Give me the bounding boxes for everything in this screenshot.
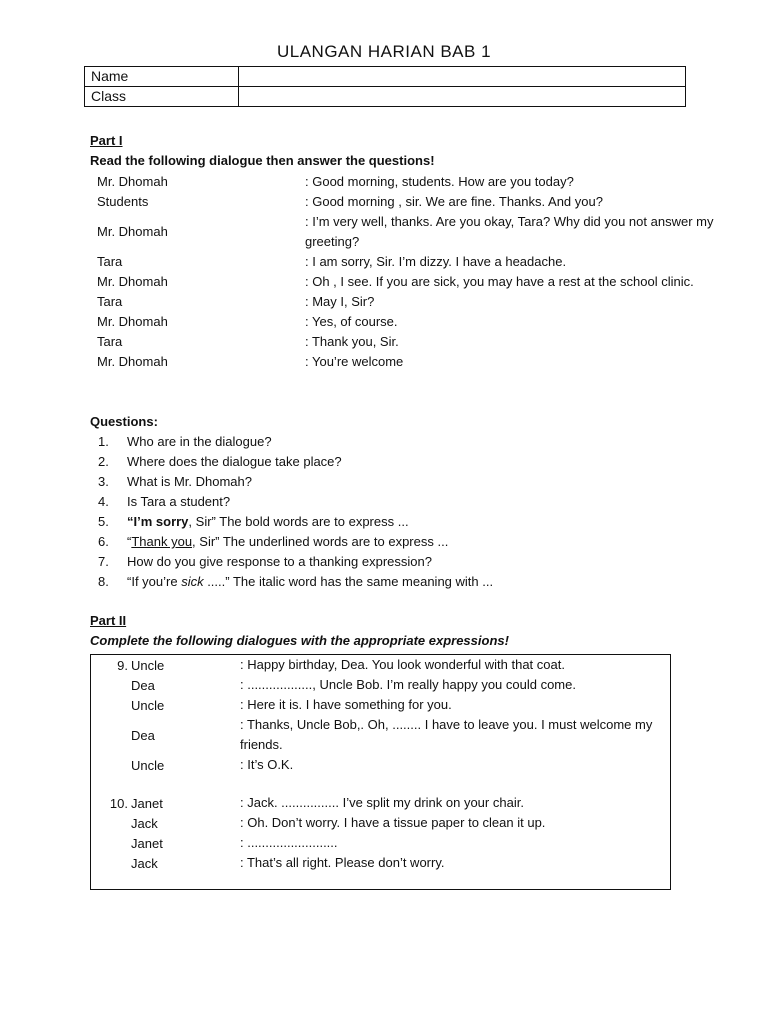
question-text xyxy=(127,512,698,532)
dialogue-row xyxy=(91,833,670,853)
question-number: 7. xyxy=(98,554,109,569)
question-number: 8. xyxy=(98,574,109,589)
dialogue-line: : Jack. ................ I’ve split my drink on your chair. xyxy=(240,795,524,810)
speaker: Mr. Dhomah xyxy=(97,354,168,369)
speaker: Tara xyxy=(97,294,123,309)
name-field[interactable] xyxy=(239,67,686,87)
questions-list xyxy=(98,432,698,592)
question-text-rest: , Sir” The underlined words are to express ... xyxy=(192,534,449,549)
question-text-rest: The bold words are to express ... xyxy=(215,514,409,529)
question-item xyxy=(98,532,698,552)
dialogue-row xyxy=(97,172,717,192)
dialogue-row xyxy=(91,695,670,715)
question-text-open: “If you’re xyxy=(127,574,182,589)
dialogue-line: : ......................... xyxy=(240,835,338,850)
speaker: Mr. Dhomah xyxy=(97,274,168,289)
dialogue-row xyxy=(91,715,670,755)
dialogue-line: : Oh , I see. If you are sick, you may have a rest at the school clinic. xyxy=(305,274,694,289)
speaker: Students xyxy=(97,194,149,209)
question-text: Where does the dialogue take place? xyxy=(127,454,342,469)
dialogue-row xyxy=(91,813,670,833)
speaker: Uncle xyxy=(131,657,165,673)
question-item xyxy=(98,472,698,492)
speaker: Mr. Dhomah xyxy=(97,224,168,239)
dialogue-row xyxy=(97,212,717,252)
dialogue-row xyxy=(91,655,670,675)
dialogue-row xyxy=(97,252,717,272)
dialogue-row xyxy=(97,272,717,292)
part1-heading: Part I xyxy=(90,133,123,148)
class-label: Class xyxy=(85,87,239,107)
class-field[interactable] xyxy=(239,87,686,107)
question-number: 6. xyxy=(98,534,109,549)
dialogue-line: : You’re welcome xyxy=(305,354,404,369)
dialogue-row xyxy=(91,853,670,873)
dialogue-line: : Good morning , sir. We are fine. Thanks. And you? xyxy=(305,194,603,209)
dialogue-number: 10. xyxy=(109,795,128,811)
question-item xyxy=(98,512,698,532)
question-number: 1. xyxy=(98,434,109,449)
question-text: What is Mr. Dhomah? xyxy=(127,474,252,489)
dialogue-row xyxy=(91,675,670,695)
question-item xyxy=(98,572,698,592)
speaker: Uncle xyxy=(131,757,165,773)
part1-instruction: Read the following dialogue then answer the questions! xyxy=(90,153,435,168)
questions-heading: Questions: xyxy=(90,414,158,429)
question-text-rest: .....” The italic word has the same meaning with ... xyxy=(203,574,494,589)
underlined-phrase: Thank you xyxy=(131,534,193,549)
speaker: Mr. Dhomah xyxy=(97,314,168,329)
speaker: Jack xyxy=(131,815,158,831)
dialogue-row xyxy=(97,312,717,332)
speaker: Dea xyxy=(131,677,155,693)
question-number: 5. xyxy=(98,514,109,529)
question-text-open: “ xyxy=(127,534,132,549)
question-text: Who are in the dialogue? xyxy=(127,434,272,449)
question-number: 4. xyxy=(98,494,109,509)
part1-dialogue xyxy=(97,172,717,372)
dialogue-row xyxy=(91,755,670,775)
dialogue-row xyxy=(97,352,717,372)
part2-dialogue-box xyxy=(90,654,671,890)
name-row xyxy=(85,67,686,87)
dialogue-row xyxy=(91,793,670,813)
page-title: ULANGAN HARIAN BAB 1 xyxy=(276,42,492,61)
dialogue-line: : I am sorry, Sir. I’m dizzy. I have a headache. xyxy=(305,254,567,269)
italic-word: sick xyxy=(181,574,204,589)
dialogue-line: : I’m very well, thanks. Are you okay, Tara? Why did you not answer my greeting? xyxy=(305,214,714,249)
speaker: Uncle xyxy=(131,697,165,713)
dialogue-line: : Oh. Don’t worry. I have a tissue paper to clean it up. xyxy=(240,815,546,830)
dialogue-line: : .................., Uncle Bob. I’m really happy you could come. xyxy=(240,677,576,692)
speaker: Janet xyxy=(131,795,163,811)
question-text xyxy=(127,532,698,552)
question-item xyxy=(98,452,698,472)
question-item xyxy=(98,552,698,572)
speaker: Tara xyxy=(97,334,123,349)
speaker: Tara xyxy=(97,254,123,269)
question-number: 2. xyxy=(98,454,109,469)
bold-phrase: “I’m sorry xyxy=(127,514,189,529)
question-text xyxy=(127,572,698,592)
speaker: Jack xyxy=(131,855,158,871)
dialogue-row xyxy=(97,332,717,352)
speaker: Mr. Dhomah xyxy=(97,174,168,189)
question-text-mid: , Sir” xyxy=(188,514,216,529)
dialogue-line: : Thanks, Uncle Bob,. Oh, ........ I have to leave you. I must welcome my friends. xyxy=(240,717,653,752)
speaker: Janet xyxy=(131,835,163,851)
question-number: 3. xyxy=(98,474,109,489)
question-text: Is Tara a student? xyxy=(127,494,231,509)
dialogue-line: : May I, Sir? xyxy=(305,294,375,309)
dialogue-line: : It’s O.K. xyxy=(240,757,294,772)
dialogue-line: : Happy birthday, Dea. You look wonderful with that coat. xyxy=(240,657,565,672)
dialogue-line: : That’s all right. Please don’t worry. xyxy=(240,855,445,870)
class-row xyxy=(85,87,686,107)
question-item xyxy=(98,492,698,512)
dialogue-number: 9. xyxy=(117,657,128,673)
speaker: Dea xyxy=(131,727,155,743)
dialogue-line: : Good morning, students. How are you today? xyxy=(305,174,574,189)
part2-heading: Part II xyxy=(90,613,127,628)
question-item xyxy=(98,432,698,452)
student-id-table xyxy=(84,66,686,107)
dialogue-line: : Here it is. I have something for you. xyxy=(240,697,452,712)
name-label: Name xyxy=(85,67,239,87)
dialogue-row xyxy=(97,292,717,312)
dialogue-row xyxy=(97,192,717,212)
question-text: How do you give response to a thanking expression? xyxy=(127,554,432,569)
part2-instruction: Complete the following dialogues with the appropriate expressions! xyxy=(90,633,509,648)
dialogue-spacer xyxy=(91,775,670,793)
dialogue-line: : Thank you, Sir. xyxy=(305,334,399,349)
dialogue-line: : Yes, of course. xyxy=(305,314,398,329)
